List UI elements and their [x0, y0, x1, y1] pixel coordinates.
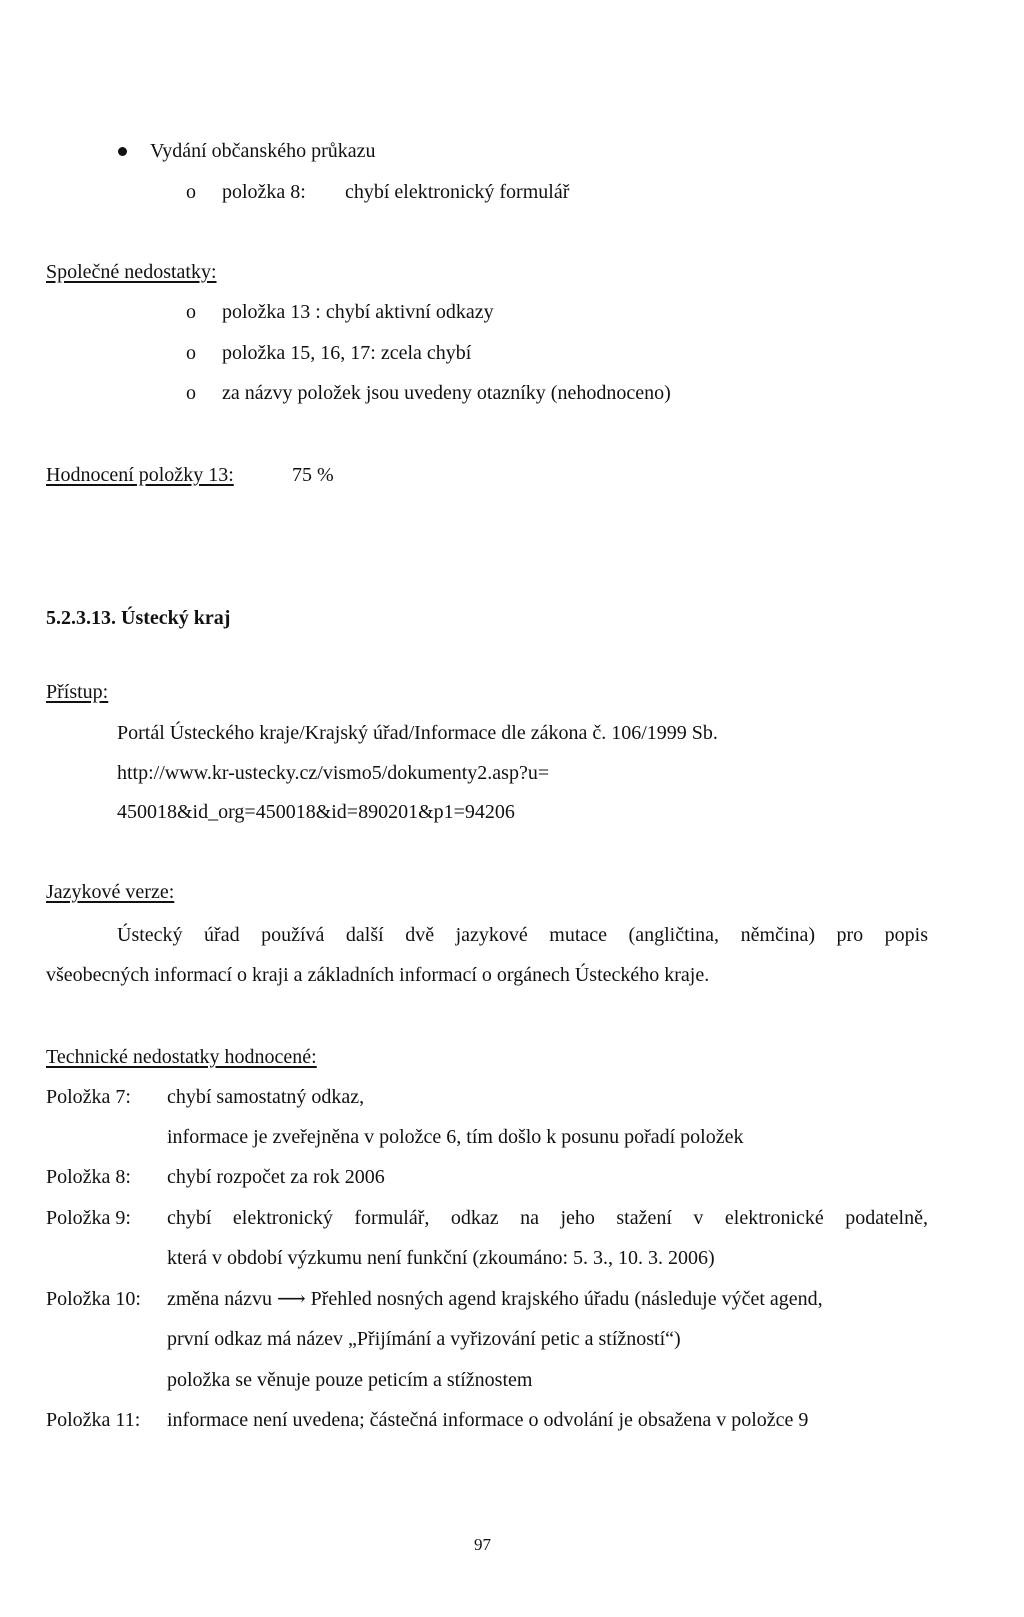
item-11-text: informace není uvedena; částečná informace o odvolání je obsažena v položce 9	[167, 1409, 809, 1431]
sub-bullet-icon: o	[186, 342, 196, 364]
item-10-label: Položka 10:	[46, 1288, 141, 1310]
section-heading: 5.2.3.13. Ústecký kraj	[46, 607, 231, 629]
access-path: Portál Ústeckého kraje/Krajský úřad/Informace dle zákona č. 106/1999 Sb.	[117, 722, 718, 744]
item-9-text: chybí elektronický formulář, odkaz na jeho stažení v elektronické podatelně,	[167, 1207, 928, 1229]
item-8-label: Položka 8:	[46, 1166, 131, 1188]
item-7-text: chybí samostatný odkaz,	[167, 1086, 365, 1108]
sub-bullet-icon: o	[186, 301, 196, 323]
language-versions-line: všeobecných informací o kraji a základních informací o orgánech Ústeckého kraje.	[46, 964, 710, 986]
sub-item-label: položka 8:	[222, 181, 306, 203]
language-versions-line: Ústecký úřad používá další dvě jazykové mutace (angličtina, němčina) pro popis	[117, 924, 928, 946]
sub-bullet-icon: o	[186, 382, 196, 404]
bullet-title: Vydání občanského průkazu	[150, 140, 376, 162]
item-10-text: položka se věnuje pouze peticím a stížnostem	[167, 1369, 533, 1391]
common-issue-item: položka 13 : chybí aktivní odkazy	[222, 301, 494, 323]
item-7-label: Položka 7:	[46, 1086, 131, 1108]
language-versions-heading: Jazykové verze:	[46, 881, 175, 903]
item-11-label: Položka 11:	[46, 1409, 141, 1431]
page-number: 97	[474, 1535, 491, 1554]
item-10-text: změna názvu ⟶ Přehled nosných agend krajského úřadu (následuje výčet agend,	[167, 1288, 823, 1310]
common-issues-heading: Společné nedostatky:	[46, 261, 217, 283]
rating-value: 75 %	[292, 464, 334, 486]
item-9-label: Položka 9:	[46, 1207, 131, 1229]
access-url-continued: 450018&id_org=450018&id=890201&p1=94206	[117, 801, 515, 823]
technical-issues-heading: Technické nedostatky hodnocené:	[46, 1046, 317, 1068]
item-10-text: první odkaz má název „Přijímání a vyřizování petic a stížností“)	[167, 1328, 681, 1350]
access-url: http://www.kr-ustecky.cz/vismo5/dokumenty2.asp?u=	[117, 762, 550, 784]
sub-item-text: chybí elektronický formulář	[345, 181, 570, 203]
common-issue-item: položka 15, 16, 17: zcela chybí	[222, 342, 472, 364]
common-issue-item: za názvy položek jsou uvedeny otazníky (nehodnoceno)	[222, 382, 671, 404]
item-7-text: informace je zveřejněna v položce 6, tím došlo k posunu pořadí položek	[167, 1126, 744, 1148]
access-heading: Přístup:	[46, 681, 109, 703]
item-8-text: chybí rozpočet za rok 2006	[167, 1166, 385, 1188]
item-9-text: která v období výzkumu není funkční (zkoumáno: 5. 3., 10. 3. 2006)	[167, 1247, 715, 1269]
bullet-icon	[118, 147, 127, 156]
rating-label: Hodnocení položky 13:	[46, 464, 234, 486]
sub-bullet-icon: o	[186, 181, 196, 203]
